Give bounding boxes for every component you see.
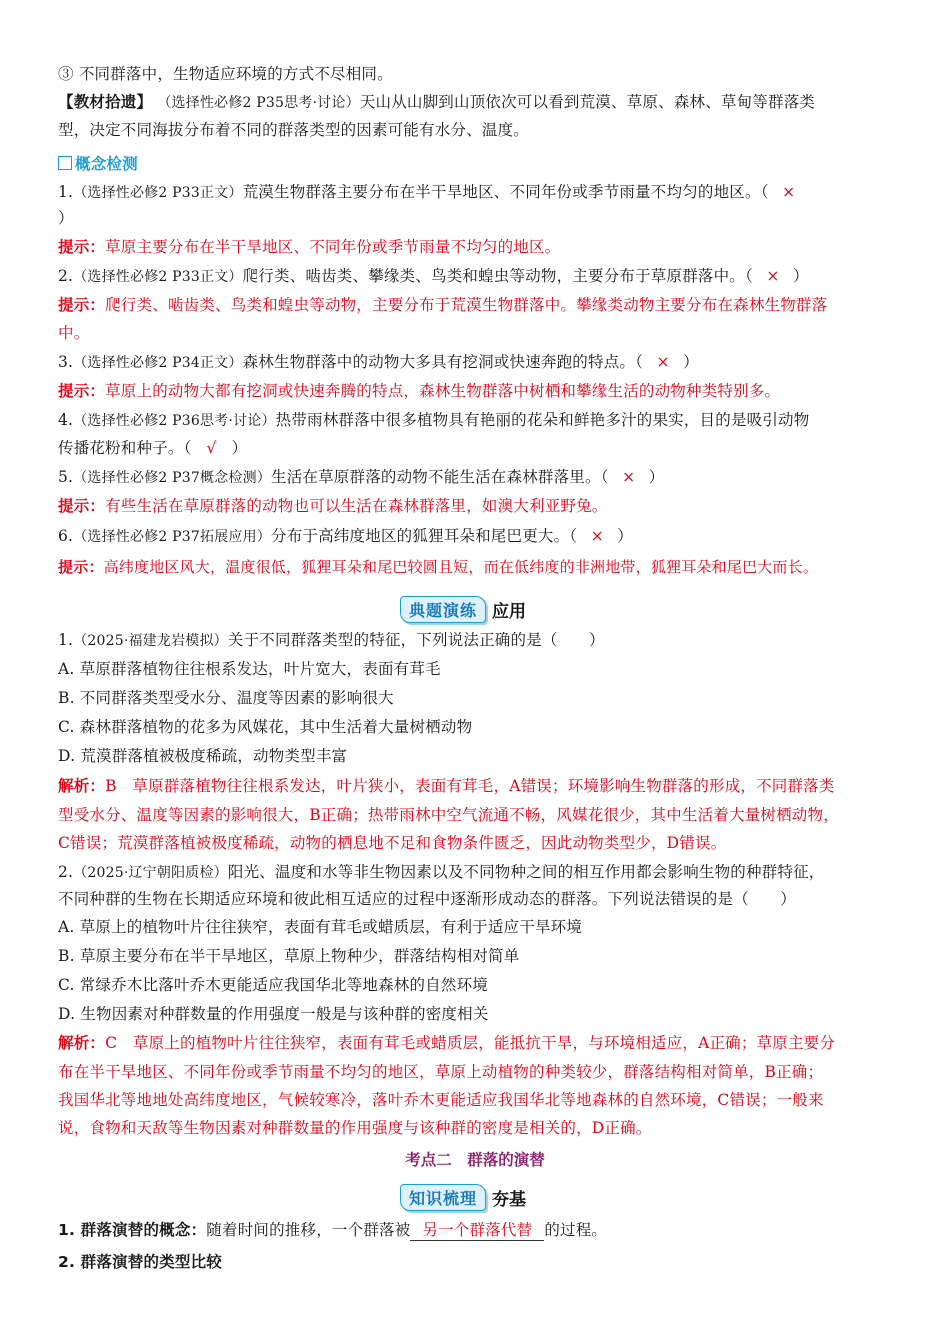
- item-text: 爬行类、啮齿类、攀缘类、鸟类和蝗虫等动物，主要分布于草原群落中。（: [242, 267, 753, 285]
- check-item-6: [58, 526, 894, 547]
- analysis-label: 解析：: [58, 1034, 106, 1052]
- question-2-option-c: C. 常绿乔木比落叶乔木更能适应我国华北等地森林的自然环境: [58, 976, 488, 994]
- check-item-2: [58, 266, 894, 287]
- hint-6: [58, 557, 894, 577]
- banner-tag: 典题演练: [400, 596, 486, 623]
- hint-label: 提示：: [58, 238, 106, 256]
- jiaocai-line-1: [58, 92, 894, 113]
- succession-types: [58, 1252, 894, 1272]
- section-banner-practice: [400, 596, 526, 623]
- fill-blank-answer: 另一个群落代替: [410, 1220, 544, 1241]
- hint-label: 提示：: [58, 558, 104, 576]
- question-source: （2025·福建龙岩模拟）: [73, 633, 228, 649]
- concept-check-title: 概念检测: [75, 155, 138, 173]
- banner-tag: 知识梳理: [400, 1184, 486, 1211]
- point-number: 1: [58, 1221, 69, 1239]
- question-1-option-d: D. 荒漠群落植被极度稀疏，动物类型丰富: [58, 747, 348, 765]
- check-mark: √: [206, 439, 217, 457]
- cross-mark: ×: [622, 468, 636, 486]
- item-text: 生活在草原群落的动物不能生活在森林群落里。（: [271, 468, 609, 486]
- cross-mark: ×: [656, 353, 670, 371]
- point-text: 随着时间的推移，一个群落被: [206, 1221, 411, 1239]
- item-number: 4.: [58, 411, 74, 429]
- cross-mark: ×: [782, 183, 796, 201]
- hint-text: 草原上的动物大都有挖洞或快速奔腾的特点，森林生物群落中树栖和攀缘生活的动物种类特别多。: [105, 382, 781, 400]
- item-number: 6.: [58, 527, 74, 545]
- question-number: 1.: [58, 631, 74, 649]
- item-close: ）: [648, 468, 665, 486]
- hint-text: 草原主要分布在半干旱地区、不同年份或季节雨量不均匀的地区。: [105, 238, 561, 256]
- hint-text: 高纬度地区风大，温度很低，狐狸耳朵和尾巴较圆且短，而在低纬度的非洲地带，狐狸耳朵和尾巴大而长。: [103, 558, 819, 576]
- banner-suffix: 应用: [492, 602, 527, 622]
- item-number: 5.: [58, 468, 74, 486]
- question-2-analysis-1: [58, 1033, 894, 1053]
- item-close: ）: [792, 267, 809, 285]
- question-number: 2.: [58, 863, 74, 881]
- hint-label: 提示：: [58, 382, 106, 400]
- check-item-4-cont: [58, 438, 894, 458]
- check-item-4: [58, 410, 894, 431]
- question-1-analysis-2: 型受水分、温度等因素的影响很大，B正确；热带雨林中空气流通不畅，风媒花很少，其中生活着大量树栖动物，: [58, 806, 839, 824]
- hint-text: 爬行类、啮齿类、鸟类和蝗虫等动物，主要分布于荒漠生物群落中。攀缘类动物主要分布在森林生物群落: [105, 296, 828, 314]
- item-text: 森林生物群落中的动物大多具有挖洞或快速奔跑的特点。（: [242, 353, 644, 371]
- text-line: ③ 不同群落中，生物适应环境的方式不尽相同。: [58, 65, 393, 83]
- analysis-label: 解析：: [58, 777, 106, 795]
- item-source: （选择性必修2 P37概念检测）: [73, 470, 271, 486]
- item-text: 荒漠生物群落主要分布在半干旱地区、不同年份或季节雨量不均匀的地区。（: [242, 183, 769, 201]
- analysis-text: C 草原上的植物叶片往往狭窄，表面有茸毛或蜡质层，能抵抗干旱，与环境相适应，A正确；草原主要分: [105, 1034, 836, 1052]
- check-item-5: [58, 467, 894, 488]
- hint-label: 提示：: [58, 296, 106, 314]
- cross-mark: ×: [766, 267, 780, 285]
- question-2-analysis-4: 说，食物和天敌等生物因素对种群数量的作用强度与该种群的密度是相关的，D正确。: [58, 1119, 652, 1137]
- question-2-analysis-2: 布在半干旱地区、不同年份或季节雨量不均匀的地区，草原上动植物的种类较少，群落结构相对简单，B正确；: [58, 1063, 824, 1081]
- section-banner-knowledge: [400, 1184, 526, 1211]
- question-1-analysis-1: [58, 776, 894, 796]
- question-2-option-b: B. 草原主要分布在半干旱地区，草原上物种少，群落结构相对简单: [58, 947, 520, 965]
- item-source: （选择性必修2 P33正文）: [73, 185, 243, 201]
- hint-3: [58, 381, 894, 401]
- hint-1: [58, 237, 894, 257]
- analysis-text: B 草原群落植物往往根系发达，叶片狭小，表面有茸毛，A错误；环境影响生物群落的形成，不同群落类: [105, 777, 835, 795]
- question-2-stem-cont: 不同种群的生物在长期适应环境和彼此相互适应的过程中逐渐形成动态的群落。下列说法错误的是（ ）: [58, 890, 796, 908]
- point-title: . 群落演替的类型比较: [69, 1253, 222, 1271]
- check-item-3: [58, 352, 894, 373]
- exam-point-title: 考点二 群落的演替: [405, 1151, 545, 1169]
- item-number: 1.: [58, 183, 74, 201]
- question-source: （2025·辽宁朝阳质检）: [73, 865, 228, 881]
- item-close: ）: [617, 527, 633, 545]
- question-2-option-d: D. 生物因素对种群数量的作用强度一般是与该种群的密度相关: [58, 1005, 489, 1023]
- question-1-stem: [58, 630, 894, 651]
- jiaocai-source: （选择性必修2 P35思考·讨论）: [157, 95, 360, 111]
- item-number: 3.: [58, 353, 74, 371]
- hint-2: [58, 295, 894, 315]
- point-text-end: 的过程。: [544, 1221, 608, 1239]
- item-source: （选择性必修2 P33正文）: [73, 269, 243, 285]
- checkbox-icon: [58, 156, 72, 170]
- concept-check-heading: [58, 154, 894, 174]
- question-2-stem: [58, 862, 894, 883]
- item-close: ）: [231, 439, 248, 457]
- question-2-option-a: A. 草原上的植物叶片往往狭窄，表面有茸毛或蜡质层，有利于适应干旱环境: [58, 918, 583, 936]
- jiaocai-line-2: 型，决定不同海拔分布着不同的群落类型的因素可能有水分、温度。: [58, 121, 530, 139]
- question-text: 阳光、温度和水等非生物因素以及不同物种之间的相互作用都会影响生物的种群特征，: [227, 863, 825, 881]
- item-source: （选择性必修2 P37拓展应用）: [73, 529, 271, 545]
- item-text: 分布于高纬度地区的狐狸耳朵和尾巴更大。（: [271, 527, 578, 545]
- question-1-option-b: B. 不同群落类型受水分、温度等因素的影响很大: [58, 689, 394, 707]
- jiaocai-label: 【教材拾遗】: [58, 93, 153, 111]
- hint-2-cont: 中。: [58, 324, 90, 342]
- item-source: （选择性必修2 P34正文）: [73, 355, 243, 371]
- item-number: 2.: [58, 267, 74, 285]
- succession-concept: [58, 1220, 894, 1241]
- question-text: 关于不同群落类型的特征，下列说法正确的是（ ）: [227, 631, 605, 649]
- question-1-option-a: A. 草原群落植物往往根系发达，叶片宽大，表面有茸毛: [58, 660, 441, 678]
- jiaocai-text: 天山从山脚到山顶依次可以看到荒漠、草原、森林、草甸等群落类: [359, 93, 816, 111]
- hint-text: 有些生活在草原群落的动物也可以生活在森林群落里，如澳大利亚野兔。: [105, 497, 608, 515]
- question-1-option-c: C. 森林群落植物的花多为风媒花，其中生活着大量树栖动物: [58, 718, 473, 736]
- banner-suffix: 夯基: [492, 1190, 527, 1210]
- check-item-1: [58, 182, 894, 203]
- point-title: . 群落演替的概念：: [69, 1221, 207, 1239]
- cross-mark: ×: [590, 527, 604, 545]
- item-close: ）: [683, 353, 699, 371]
- hint-label: 提示：: [58, 497, 106, 515]
- hint-5: [58, 496, 894, 516]
- point-number: 2: [58, 1253, 69, 1271]
- question-2-analysis-3: 我国华北等地地处高纬度地区，气候较寒冷，落叶乔木更能适应我国华北等地森林的自然环境，C错误；一般来: [58, 1091, 824, 1109]
- item-text: 热带雨林群落中很多植物具有艳丽的花朵和鲜艳多汁的果实，目的是吸引动物: [275, 411, 810, 429]
- question-1-analysis-3: C错误；荒漠群落植被极度稀疏，动物的栖息地不足和食物条件匮乏，因此动物类型少，D错误。: [58, 834, 727, 852]
- item-text: 传播花粉和种子。（: [58, 439, 192, 457]
- check-item-1-close: ）: [58, 209, 74, 227]
- item-source: （选择性必修2 P36思考·讨论）: [73, 413, 276, 429]
